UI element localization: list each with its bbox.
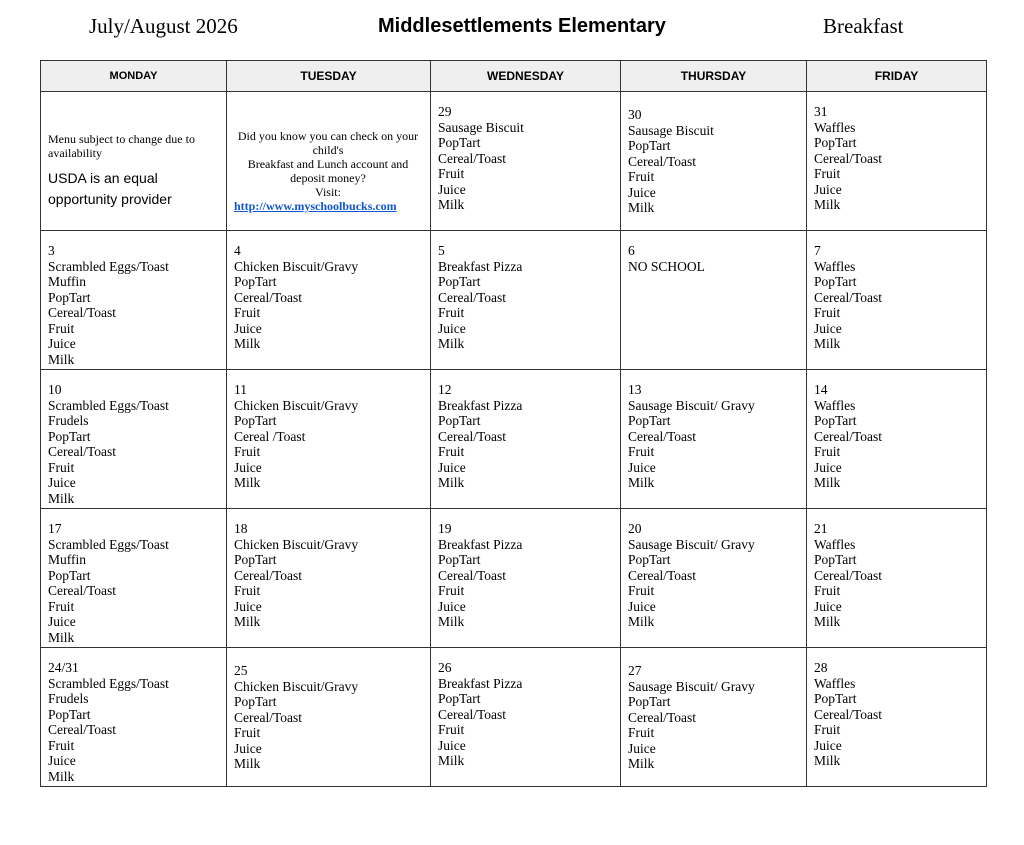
menu-item: Juice [438, 598, 466, 614]
day-cell [41, 370, 227, 509]
menu-item: Cereal/Toast [48, 583, 117, 598]
menu-item: Cereal/Toast [628, 428, 697, 444]
menu-item: Cereal/Toast [234, 289, 303, 305]
menu-item: Cereal/Toast [628, 567, 697, 583]
day-cell [621, 648, 807, 787]
menu-item: Waffles [814, 119, 856, 135]
day-number: 14 [814, 382, 828, 397]
day-menu [621, 231, 806, 274]
day-number: 17 [48, 521, 62, 536]
menu-item: Juice [234, 740, 262, 756]
day-number: 4 [234, 243, 241, 258]
day-menu [431, 648, 620, 769]
menu-item: PopTart [814, 552, 857, 567]
menu-item: PopTart [234, 552, 277, 567]
day-cell [227, 370, 431, 509]
menu-item: Fruit [438, 166, 465, 181]
day-cell [431, 509, 621, 648]
menu-item: Cereal/Toast [628, 153, 697, 169]
day-number: 24/31 [48, 660, 79, 675]
menu-item: Juice [234, 320, 262, 336]
menu-item: Milk [814, 614, 841, 629]
menu-item: Milk [814, 336, 841, 351]
day-menu [621, 509, 806, 630]
day-number: 20 [628, 521, 642, 536]
menu-item: Milk [234, 614, 261, 629]
day-menu [807, 370, 986, 491]
menu-item: Milk [48, 768, 75, 784]
day-number: 27 [628, 663, 642, 678]
menu-item: Frudels [48, 413, 89, 428]
menu-item: Juice [48, 614, 76, 629]
day-cell [431, 231, 621, 370]
menu-item: Fruit [48, 459, 75, 475]
menu-calendar [40, 60, 987, 787]
menu-item: Chicken Biscuit/Gravy [234, 678, 359, 694]
menu-item: Juice [814, 181, 842, 197]
menu-item: Juice [438, 737, 466, 753]
menu-item: Fruit [48, 320, 75, 336]
menu-item: Juice [234, 459, 262, 475]
menu-item: Milk [628, 614, 655, 629]
week-row [41, 92, 987, 231]
day-number: 11 [234, 382, 247, 397]
week-row [41, 509, 987, 648]
menu-item: Fruit [234, 305, 261, 320]
menu-item: Milk [814, 475, 841, 490]
menu-item: PopTart [48, 428, 91, 444]
menu-item: Fruit [234, 583, 261, 598]
day-cell [431, 92, 621, 231]
menu-note-cell [41, 92, 227, 231]
day-menu [621, 92, 806, 216]
menu-item: Milk [628, 200, 655, 215]
day-cell [621, 231, 807, 370]
menu-item: PopTart [628, 138, 671, 153]
day-menu [431, 370, 620, 491]
day-menu [431, 231, 620, 352]
menu-item: Milk [438, 475, 465, 490]
menu-item: Cereal/Toast [438, 706, 507, 722]
day-menu [227, 231, 430, 352]
menu-item: Fruit [814, 583, 841, 598]
day-menu [807, 92, 986, 213]
menu-item: Fruit [438, 305, 465, 320]
menu-change-note: Menu subject to change due to availability [48, 132, 195, 160]
day-cell [431, 648, 621, 787]
menu-item: PopTart [814, 135, 857, 150]
menu-item: Milk [234, 336, 261, 351]
day-number: 26 [438, 660, 452, 675]
day-cell [227, 231, 431, 370]
menu-item: Cereal/Toast [628, 709, 697, 725]
day-menu [227, 648, 430, 772]
menu-item: NO SCHOOL [628, 258, 705, 274]
day-cell [227, 509, 431, 648]
day-number: 7 [814, 243, 821, 258]
menu-item: Scrambled Eggs/Toast [48, 258, 169, 274]
menu-item: Breakfast Pizza [438, 536, 523, 552]
menu-item: Waffles [814, 397, 856, 413]
day-header: WEDNESDAY [431, 61, 621, 92]
menu-item: Juice [628, 459, 656, 475]
menu-item: Fruit [48, 737, 75, 753]
day-menu [431, 509, 620, 630]
day-number: 18 [234, 521, 248, 536]
menu-item: Milk [628, 756, 655, 771]
menu-item: Sausage Biscuit [628, 122, 714, 138]
menu-item: PopTart [234, 274, 277, 289]
menu-item: Fruit [814, 166, 841, 181]
menu-item: Milk [48, 351, 75, 367]
menu-item: Milk [628, 475, 655, 490]
menu-item: Cereal/Toast [48, 305, 117, 320]
menu-item: Juice [814, 737, 842, 753]
day-cell [621, 370, 807, 509]
day-menu [807, 231, 986, 352]
day-menu [227, 509, 430, 630]
menu-item: Breakfast Pizza [438, 258, 523, 274]
menu-item: Waffles [814, 675, 856, 691]
day-menu [41, 648, 226, 784]
menu-item: Cereal/Toast [814, 567, 883, 583]
menu-item: PopTart [48, 567, 91, 583]
week-row [41, 231, 987, 370]
menu-item: PopTart [438, 552, 481, 567]
menu-item: Fruit [814, 305, 841, 320]
menu-item: Juice [628, 184, 656, 200]
menu-item: Fruit [628, 583, 655, 598]
menu-item: Muffin [48, 552, 87, 567]
menu-item: Milk [438, 614, 465, 629]
day-menu [621, 648, 806, 772]
day-cell [41, 231, 227, 370]
menu-item: Juice [48, 753, 76, 768]
week-row [41, 648, 987, 787]
day-number: 31 [814, 104, 828, 119]
menu-item: Juice [438, 459, 466, 475]
menu-item: Cereal/Toast [438, 567, 507, 583]
day-header: MONDAY [41, 61, 227, 92]
menu-item: Milk [438, 197, 465, 212]
menu-item: Waffles [814, 258, 856, 274]
week-row [41, 370, 987, 509]
menu-item: Juice [48, 336, 76, 351]
day-cell [621, 92, 807, 231]
menu-item: Cereal /Toast [234, 428, 306, 444]
menu-item: PopTart [438, 413, 481, 428]
menu-item: Milk [48, 490, 75, 506]
day-cell [807, 231, 987, 370]
menu-item: PopTart [438, 274, 481, 289]
menu-item: Juice [438, 181, 466, 197]
day-cell [41, 509, 227, 648]
menu-item: Juice [628, 740, 656, 756]
menu-item: Cereal/Toast [438, 150, 507, 166]
menu-item: Juice [438, 320, 466, 336]
menu-item: Juice [628, 598, 656, 614]
day-number: 28 [814, 660, 828, 675]
menu-item: PopTart [628, 694, 671, 709]
meal-label: Breakfast [823, 14, 904, 38]
menu-item: Breakfast Pizza [438, 675, 523, 691]
menu-item: Milk [48, 629, 75, 645]
menu-item: PopTart [628, 413, 671, 428]
day-menu [41, 370, 226, 506]
menu-item: Waffles [814, 536, 856, 552]
menu-item: Cereal/Toast [234, 567, 303, 583]
day-menu [431, 92, 620, 213]
day-number: 19 [438, 521, 452, 536]
day-number: 12 [438, 382, 452, 397]
menu-item: Milk [814, 197, 841, 212]
menu-item: PopTart [234, 413, 277, 428]
menu-item: Cereal/Toast [438, 289, 507, 305]
menu-item: PopTart [814, 413, 857, 428]
day-number: 13 [628, 382, 642, 397]
menu-item: Cereal/Toast [48, 444, 117, 459]
menu-item: PopTart [814, 274, 857, 289]
myschoolbucks-link[interactable]: http://www.myschoolbucks.com [234, 199, 397, 213]
day-header: THURSDAY [621, 61, 807, 92]
menu-item: Scrambled Eggs/Toast [48, 397, 169, 413]
menu-item: Milk [438, 753, 465, 768]
menu-item: Juice [814, 598, 842, 614]
menu-item: PopTart [628, 552, 671, 567]
menu-item: Cereal/Toast [814, 289, 883, 305]
school-name: Middlesettlements Elementary [378, 15, 666, 37]
day-header: TUESDAY [227, 61, 431, 92]
menu-item: Juice [48, 475, 76, 490]
menu-item: Sausage Biscuit/ Gravy [628, 397, 755, 413]
day-cell [41, 648, 227, 787]
menu-item: Fruit [814, 722, 841, 737]
menu-item: Milk [234, 756, 261, 771]
menu-item: Sausage Biscuit/ Gravy [628, 536, 755, 552]
day-cell [807, 370, 987, 509]
menu-item: PopTart [234, 694, 277, 709]
day-number: 3 [48, 243, 55, 258]
menu-item: Fruit [48, 598, 75, 614]
usda-note: USDA is an equal opportunity provider [48, 170, 172, 207]
menu-item: Fruit [628, 725, 655, 740]
day-menu [807, 648, 986, 769]
menu-item: Fruit [628, 444, 655, 459]
menu-item: Juice [234, 598, 262, 614]
menu-item: Cereal/Toast [814, 706, 883, 722]
day-cell [227, 648, 431, 787]
menu-item: PopTart [438, 135, 481, 150]
day-number: 10 [48, 382, 62, 397]
menu-item: Cereal/Toast [814, 428, 883, 444]
month-label: July/August 2026 [89, 14, 238, 38]
menu-item: Breakfast Pizza [438, 397, 523, 413]
menu-item: Cereal/Toast [814, 150, 883, 166]
day-menu [41, 509, 226, 645]
menu-item: PopTart [814, 691, 857, 706]
menu-item: Chicken Biscuit/Gravy [234, 258, 359, 274]
menu-item: Fruit [438, 444, 465, 459]
menu-item: Juice [814, 320, 842, 336]
menu-item: Cereal/Toast [234, 709, 303, 725]
menu-item: Muffin [48, 274, 87, 289]
day-cell [621, 509, 807, 648]
menu-item: Juice [814, 459, 842, 475]
day-menu [227, 370, 430, 491]
day-number: 29 [438, 104, 452, 119]
day-number: 25 [234, 663, 248, 678]
menu-item: Fruit [438, 583, 465, 598]
day-number: 6 [628, 243, 635, 258]
day-cell [807, 509, 987, 648]
menu-item: Fruit [438, 722, 465, 737]
day-number: 21 [814, 521, 828, 536]
day-header: FRIDAY [807, 61, 987, 92]
day-cell [807, 92, 987, 231]
menu-item: Frudels [48, 691, 89, 706]
menu-item: Chicken Biscuit/Gravy [234, 536, 359, 552]
day-number: 30 [628, 107, 642, 122]
day-menu [807, 509, 986, 630]
menu-item: Scrambled Eggs/Toast [48, 536, 169, 552]
day-cell [431, 370, 621, 509]
account-info-cell [227, 92, 431, 231]
menu-item: Sausage Biscuit [438, 119, 524, 135]
menu-item: Cereal/Toast [48, 722, 117, 737]
account-info-text: Visit: [315, 185, 341, 199]
menu-item: Milk [234, 475, 261, 490]
menu-item: Cereal/Toast [438, 428, 507, 444]
day-header-row [41, 61, 987, 92]
menu-item: Milk [814, 753, 841, 768]
day-menu [621, 370, 806, 491]
menu-item: PopTart [48, 289, 91, 305]
day-cell [807, 648, 987, 787]
day-menu [41, 231, 226, 367]
menu-item: Fruit [628, 169, 655, 184]
menu-item: PopTart [48, 706, 91, 722]
menu-item: Fruit [814, 444, 841, 459]
account-info-text: Did you know you can check on your child's [237, 129, 419, 157]
menu-item: Chicken Biscuit/Gravy [234, 397, 359, 413]
menu-item: Scrambled Eggs/Toast [48, 675, 169, 691]
account-info-text: Breakfast and Lunch account and deposit money? [247, 157, 409, 185]
menu-item: PopTart [438, 691, 481, 706]
menu-item: Sausage Biscuit/ Gravy [628, 678, 755, 694]
menu-item: Fruit [234, 725, 261, 740]
menu-item: Fruit [234, 444, 261, 459]
menu-item: Milk [438, 336, 465, 351]
day-number: 5 [438, 243, 445, 258]
